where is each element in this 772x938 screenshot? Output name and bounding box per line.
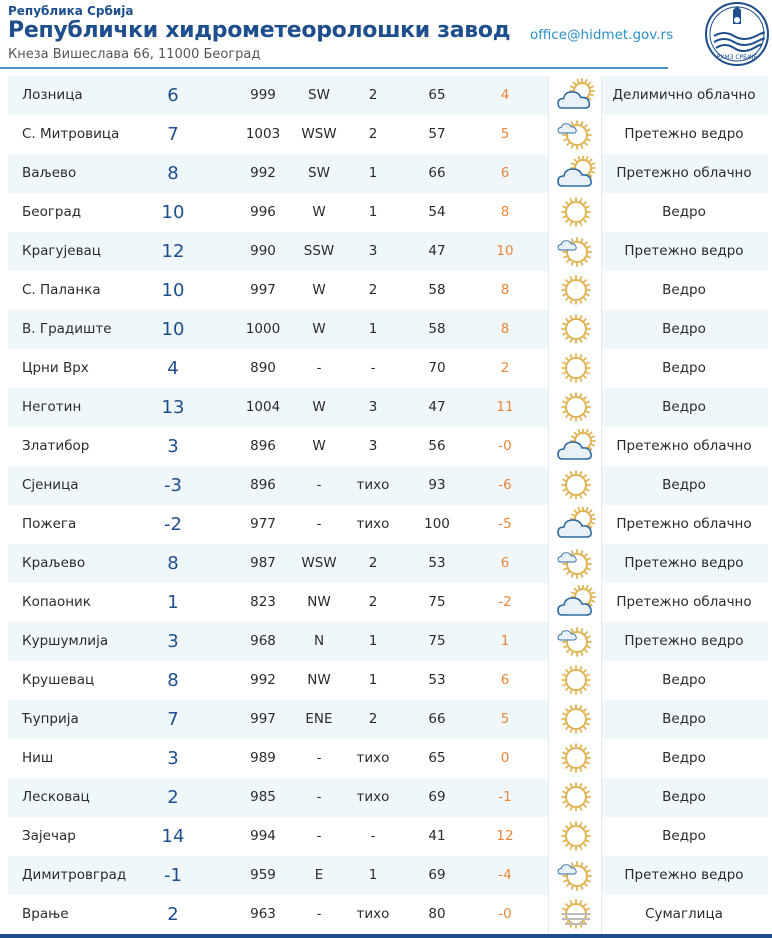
temperature-value: 10 <box>161 280 185 301</box>
wind-speed-value: 3 <box>368 399 378 415</box>
wind-speed-value: 1 <box>368 633 378 649</box>
pressure-value: 977 <box>250 516 276 532</box>
mostly-clear-icon <box>556 624 596 659</box>
humidity-value: 56 <box>428 438 446 454</box>
feels-like-value: 0 <box>500 750 510 766</box>
station-name: Крагујевац <box>22 243 101 259</box>
sun-icon <box>556 780 596 815</box>
pressure-value: 1000 <box>245 321 281 337</box>
pressure-value: 987 <box>250 555 276 571</box>
station-name: Врање <box>22 906 69 922</box>
sun-icon <box>556 663 596 698</box>
weather-description: Претежно облачно <box>616 516 752 532</box>
humidity-value: 69 <box>428 867 446 883</box>
table-row <box>8 622 768 661</box>
weather-icon-cell <box>548 622 602 661</box>
wind-direction-value: - <box>316 477 322 493</box>
station-name: Лозница <box>22 87 83 103</box>
temperature-value: 3 <box>167 631 179 652</box>
sun-icon <box>556 273 596 308</box>
svg-text:РХМЗ СРБИЈЕ: РХМЗ СРБИЈЕ <box>716 54 758 61</box>
weather-icon-cell <box>548 427 602 466</box>
station-name: Копаоник <box>22 594 91 610</box>
humidity-value: 66 <box>428 165 446 181</box>
weather-icon-cell <box>548 466 602 505</box>
weather-description: Делимично облачно <box>612 87 756 103</box>
temperature-value: 3 <box>167 748 179 769</box>
humidity-value: 58 <box>428 282 446 298</box>
pressure-value: 997 <box>250 711 276 727</box>
temperature-value: 1 <box>167 592 179 613</box>
wind-direction-value: SSW <box>303 243 335 259</box>
weather-description: Ведро <box>662 204 706 220</box>
mostly-cloudy-icon <box>556 429 596 464</box>
humidity-value: 100 <box>424 516 450 532</box>
pressure-value: 896 <box>250 438 276 454</box>
feels-like-value: 5 <box>500 711 510 727</box>
table-row <box>8 154 768 193</box>
wind-direction-value: W <box>312 204 326 220</box>
wind-direction-value: NW <box>307 672 331 688</box>
feels-like-value: -2 <box>498 594 512 610</box>
weather-description: Претежно ведро <box>624 555 744 571</box>
humidity-value: 58 <box>428 321 446 337</box>
temperature-value: 8 <box>167 553 179 574</box>
weather-icon-cell <box>548 115 602 154</box>
mostly-cloudy-icon <box>556 585 596 620</box>
humidity-value: 65 <box>428 750 446 766</box>
wind-speed-value: 2 <box>368 594 378 610</box>
humidity-value: 75 <box>428 633 446 649</box>
wind-direction-value: SW <box>308 87 330 103</box>
feels-like-value: 1 <box>500 633 510 649</box>
wind-direction-value: - <box>316 828 322 844</box>
pressure-value: 999 <box>250 87 276 103</box>
table-row <box>8 778 768 817</box>
wind-speed-value: 1 <box>368 867 378 883</box>
weather-description: Ведро <box>662 672 706 688</box>
temperature-value: 13 <box>161 397 185 418</box>
weather-icon-cell <box>548 856 602 895</box>
pressure-value: 1003 <box>245 126 281 142</box>
weather-icon-cell <box>548 817 602 856</box>
pressure-value: 989 <box>250 750 276 766</box>
weather-icon-cell <box>548 310 602 349</box>
weather-icon-cell <box>548 895 602 934</box>
pressure-value: 959 <box>250 867 276 883</box>
temperature-value: 10 <box>161 202 185 223</box>
feels-like-value: 8 <box>500 204 510 220</box>
mostly-clear-icon <box>556 546 596 581</box>
feels-like-value: -1 <box>498 789 512 805</box>
institute-address: Кнеза Вишеслава 66, 11000 Београд <box>8 47 261 62</box>
wind-speed-value: тихо <box>356 789 390 805</box>
page-header <box>0 0 772 70</box>
humidity-value: 93 <box>428 477 446 493</box>
wind-speed-value: 2 <box>368 711 378 727</box>
temperature-value: 7 <box>167 709 179 730</box>
table-row <box>8 544 768 583</box>
humidity-value: 41 <box>428 828 446 844</box>
wind-direction-value: W <box>312 399 326 415</box>
humidity-value: 47 <box>428 243 446 259</box>
station-name: Зајечар <box>22 828 76 844</box>
partly-cloudy-icon <box>556 78 596 113</box>
station-name: С. Митровица <box>22 126 120 142</box>
wind-direction-value: E <box>314 867 324 883</box>
table-row <box>8 817 768 856</box>
temperature-value: 14 <box>161 826 185 847</box>
weather-icon-cell <box>548 76 602 115</box>
station-name: Златибор <box>22 438 90 454</box>
temperature-value: 4 <box>167 358 179 379</box>
table-row <box>8 115 768 154</box>
station-name: Пожега <box>22 516 77 532</box>
station-name: В. Градиште <box>22 321 112 337</box>
wind-direction-value: - <box>316 789 322 805</box>
wind-direction-value: N <box>313 633 325 649</box>
feels-like-value: 6 <box>500 165 510 181</box>
sun-icon <box>556 390 596 425</box>
table-row <box>8 310 768 349</box>
wind-speed-value: тихо <box>356 516 390 532</box>
humidity-value: 53 <box>428 672 446 688</box>
station-name: Ваљево <box>22 165 77 181</box>
wind-speed-value: 3 <box>368 438 378 454</box>
table-row <box>8 427 768 466</box>
weather-icon-cell <box>548 778 602 817</box>
sun-icon <box>556 195 596 230</box>
wind-speed-value: 1 <box>368 204 378 220</box>
station-name: Ниш <box>22 750 54 766</box>
feels-like-value: -5 <box>498 516 512 532</box>
wind-speed-value: 3 <box>368 243 378 259</box>
wind-speed-value: 1 <box>368 321 378 337</box>
temperature-value: 2 <box>167 787 179 808</box>
weather-description: Ведро <box>662 477 706 493</box>
pressure-value: 963 <box>250 906 276 922</box>
mostly-clear-icon <box>556 117 596 152</box>
weather-description: Ведро <box>662 321 706 337</box>
feels-like-value: -0 <box>498 438 512 454</box>
sun-icon <box>556 312 596 347</box>
weather-description: Ведро <box>662 399 706 415</box>
wind-direction-value: ENE <box>305 711 333 727</box>
weather-icon-cell <box>548 154 602 193</box>
mostly-clear-icon <box>556 234 596 269</box>
wind-speed-value: тихо <box>356 906 390 922</box>
temperature-value: 7 <box>167 124 179 145</box>
rhmz-logo-icon <box>700 2 772 72</box>
weather-description: Ведро <box>662 360 706 376</box>
table-row <box>8 76 768 115</box>
station-name: Крушевац <box>22 672 95 688</box>
wind-direction-value: W <box>312 438 326 454</box>
humidity-value: 47 <box>428 399 446 415</box>
weather-icon-cell <box>548 232 602 271</box>
wind-speed-value: - <box>370 360 376 376</box>
weather-icon-cell <box>548 544 602 583</box>
weather-description: Претежно ведро <box>624 633 744 649</box>
wind-direction-value: W <box>312 282 326 298</box>
temperature-value: 3 <box>167 436 179 457</box>
temperature-value: 12 <box>161 241 185 262</box>
weather-description: Претежно облачно <box>616 165 752 181</box>
pressure-value: 996 <box>250 204 276 220</box>
table-row <box>8 466 768 505</box>
table-row <box>8 739 768 778</box>
sun-icon <box>556 702 596 737</box>
table-row <box>8 271 768 310</box>
wind-direction-value: - <box>316 516 322 532</box>
humidity-value: 53 <box>428 555 446 571</box>
wind-direction-value: SW <box>308 165 330 181</box>
table-row <box>8 505 768 544</box>
pressure-value: 968 <box>250 633 276 649</box>
humidity-value: 75 <box>428 594 446 610</box>
sun-icon <box>556 468 596 503</box>
bottom-divider <box>0 934 772 938</box>
pressure-value: 997 <box>250 282 276 298</box>
sun-icon <box>556 351 596 386</box>
wind-speed-value: 2 <box>368 555 378 571</box>
weather-description: Ведро <box>662 789 706 805</box>
wind-direction-value: WSW <box>301 555 337 571</box>
weather-description: Ведро <box>662 282 706 298</box>
table-row <box>8 661 768 700</box>
humidity-value: 69 <box>428 789 446 805</box>
sun-icon <box>556 819 596 854</box>
feels-like-value: 6 <box>500 672 510 688</box>
weather-icon-cell <box>548 700 602 739</box>
wind-direction-value: - <box>316 750 322 766</box>
wind-speed-value: 2 <box>368 87 378 103</box>
feels-like-value: 6 <box>500 555 510 571</box>
temperature-value: 8 <box>167 670 179 691</box>
pressure-value: 992 <box>250 672 276 688</box>
weather-icon-cell <box>548 193 602 232</box>
table-row <box>8 232 768 271</box>
table-row <box>8 700 768 739</box>
weather-icon-cell <box>548 739 602 778</box>
pressure-value: 994 <box>250 828 276 844</box>
station-name: С. Паланка <box>22 282 101 298</box>
temperature-value: 6 <box>167 85 179 106</box>
weather-icon-cell <box>548 349 602 388</box>
table-row <box>8 193 768 232</box>
pressure-value: 990 <box>250 243 276 259</box>
pressure-value: 823 <box>250 594 276 610</box>
feels-like-value: 2 <box>500 360 510 376</box>
wind-speed-value: тихо <box>356 750 390 766</box>
wind-speed-value: 1 <box>368 165 378 181</box>
table-row <box>8 895 768 934</box>
pressure-value: 992 <box>250 165 276 181</box>
pressure-value: 890 <box>250 360 276 376</box>
weather-table <box>8 76 768 934</box>
humidity-value: 54 <box>428 204 446 220</box>
temperature-value: -3 <box>164 475 182 496</box>
humidity-value: 65 <box>428 87 446 103</box>
wind-direction-value: W <box>312 321 326 337</box>
wind-speed-value: 2 <box>368 282 378 298</box>
station-name: Сјеница <box>22 477 79 493</box>
wind-speed-value: тихо <box>356 477 390 493</box>
wind-speed-value: 1 <box>368 672 378 688</box>
feels-like-value: 11 <box>496 399 514 415</box>
pressure-value: 896 <box>250 477 276 493</box>
weather-description: Претежно облачно <box>616 594 752 610</box>
humidity-value: 80 <box>428 906 446 922</box>
header-divider <box>0 67 668 69</box>
feels-like-value: 10 <box>496 243 514 259</box>
republic-label: Република Србија <box>8 4 134 18</box>
temperature-value: 10 <box>161 319 185 340</box>
station-name: Црни Врх <box>22 360 89 376</box>
station-name: Лесковац <box>22 789 90 805</box>
feels-like-value: 8 <box>500 321 510 337</box>
wind-direction-value: WSW <box>301 126 337 142</box>
feels-like-value: -6 <box>498 477 512 493</box>
mostly-cloudy-icon <box>556 507 596 542</box>
pressure-value: 1004 <box>245 399 281 415</box>
weather-description: Сумаглица <box>645 906 723 922</box>
institute-title: Републички хидрометеоролошки завод <box>8 18 511 43</box>
mostly-cloudy-icon <box>556 156 596 191</box>
feels-like-value: -4 <box>498 867 512 883</box>
station-name: Неготин <box>22 399 82 415</box>
station-name: Београд <box>22 204 82 220</box>
pressure-value: 985 <box>250 789 276 805</box>
feels-like-value: 5 <box>500 126 510 142</box>
weather-description: Ведро <box>662 828 706 844</box>
humidity-value: 57 <box>428 126 446 142</box>
table-row <box>8 583 768 622</box>
humidity-value: 70 <box>428 360 446 376</box>
weather-icon-cell <box>548 661 602 700</box>
wind-direction-value: - <box>316 360 322 376</box>
humidity-value: 66 <box>428 711 446 727</box>
wind-speed-value: - <box>370 828 376 844</box>
feels-like-value: 8 <box>500 282 510 298</box>
wind-direction-value: - <box>316 906 322 922</box>
temperature-value: -2 <box>164 514 182 535</box>
station-name: Димитровград <box>22 867 127 883</box>
feels-like-value: 4 <box>500 87 510 103</box>
station-name: Куршумлија <box>22 633 109 649</box>
station-name: Краљево <box>22 555 86 571</box>
fog-icon <box>556 897 596 932</box>
temperature-value: -1 <box>164 865 182 886</box>
table-row <box>8 856 768 895</box>
weather-description: Претежно облачно <box>616 438 752 454</box>
email-link[interactable]: office@hidmet.gov.rs <box>530 27 674 43</box>
temperature-value: 8 <box>167 163 179 184</box>
table-row <box>8 388 768 427</box>
weather-description: Претежно ведро <box>624 243 744 259</box>
weather-icon-cell <box>548 271 602 310</box>
weather-description: Претежно ведро <box>624 867 744 883</box>
weather-description: Претежно ведро <box>624 126 744 142</box>
station-name: Ћуприја <box>22 711 79 727</box>
weather-icon-cell <box>548 388 602 427</box>
sun-icon <box>556 741 596 776</box>
wind-speed-value: 2 <box>368 126 378 142</box>
temperature-value: 2 <box>167 904 179 925</box>
table-row <box>8 349 768 388</box>
feels-like-value: -0 <box>498 906 512 922</box>
weather-description: Ведро <box>662 750 706 766</box>
mostly-clear-icon <box>556 858 596 893</box>
weather-icon-cell <box>548 583 602 622</box>
feels-like-value: 12 <box>496 828 514 844</box>
weather-description: Ведро <box>662 711 706 727</box>
wind-direction-value: NW <box>307 594 331 610</box>
weather-icon-cell <box>548 505 602 544</box>
